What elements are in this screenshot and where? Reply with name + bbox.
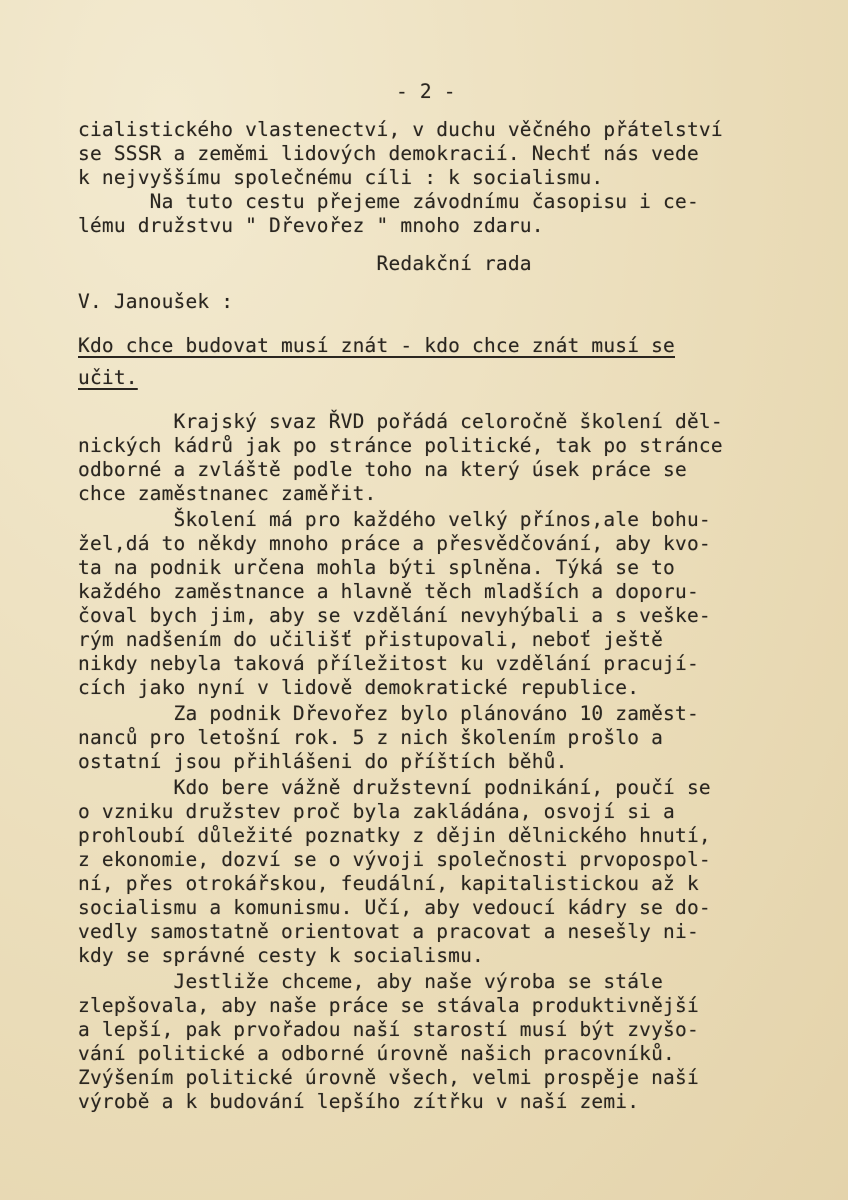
text-line: Školení má pro každého velký přínos,ale bohu- <box>78 508 711 531</box>
text-line: cích jako nyní v lidově demokratické republice. <box>78 676 640 699</box>
text-line: lému družstvu " Dřevořez " mnoho zdaru. <box>78 214 544 237</box>
text-line: Za podnik Dřevořez bylo plánováno 10 zaměst- <box>78 702 699 725</box>
text-line: výrobě a k budování lepšího zítřku v naší zemi. <box>78 1090 640 1113</box>
text-line: Jestliže chceme, aby naše výroba se stále <box>78 970 664 993</box>
author-name: V. Janoušek : <box>78 290 234 313</box>
text-line: vedly samostatně orientovat a pracovat a nesešly ni- <box>78 920 699 943</box>
text-line: chce zaměstnanec zaměřit. <box>78 482 377 505</box>
text-line: Krajský svaz ŘVD pořádá celoročně školení děl- <box>78 410 723 433</box>
text-line: zlepšovala, aby naše práce se stávala produktivnější <box>78 994 699 1017</box>
text-line: prohloubí důležité poznatky z dějin dělnického hnutí, <box>78 824 711 847</box>
text-line: Kdo bere vážně družstevní podnikání, poučí se <box>78 776 711 799</box>
text-line: nikdy nebyla taková příležitost ku vzdělání pracují- <box>78 652 699 675</box>
text-line: ní, přes otrokářskou, feudální, kapitalistickou až k <box>78 872 699 895</box>
text-line: ostatní jsou přihlášeni do příštích běhů. <box>78 750 568 773</box>
text-line: k nejvyššímu společnému cíli : k socialismu. <box>78 166 604 189</box>
text-line: čoval bych jim, aby se vzdělání nevyhýbali a s veške- <box>78 604 711 627</box>
text-line: a lepší, pak prvořadou naší starostí musí být zvyšo- <box>78 1018 699 1041</box>
article-title: Kdo chce budovat musí znát - kdo chce znát musí se <box>78 334 675 357</box>
text-line: ta na podnik určena mohla býti splněna. Týká se to <box>78 556 675 579</box>
page-number: - 2 - <box>396 80 456 103</box>
text-line: Na tuto cestu přejeme závodnímu časopisu i ce- <box>78 190 699 213</box>
text-line: socialismu a komunismu. Učí, aby vedoucí kádry se do- <box>78 896 711 919</box>
text-line: odborné a zvláště podle toho na který úsek práce se <box>78 458 687 481</box>
text-line: každého zaměstnance a hlavně těch mladších a doporu- <box>78 580 699 603</box>
text-line: nanců pro letošní rok. 5 z nich školením prošlo a <box>78 726 664 749</box>
text-line: cialistického vlastenectví, v duchu věčného přátelství <box>78 118 723 141</box>
text-line: se SSSR a zeměmi lidových demokracií. Nechť nás vede <box>78 142 699 165</box>
text-line: rým nadšením do učilišť přistupovali, neboť ještě <box>78 628 664 651</box>
text-line: o vzniku družstev proč byla zakládána, osvojí si a <box>78 800 675 823</box>
text-line: nických kádrů jak po stránce politické, tak po stránce <box>78 434 723 457</box>
text-line: kdy se správné cesty k socialismu. <box>78 944 484 967</box>
text-line: vání politické a odborné úrovně našich pracovníků. <box>78 1042 675 1065</box>
text-line: žel,dá to někdy mnoho práce a přesvědčování, aby kvo- <box>78 532 711 555</box>
signature-line: Redakční rada <box>78 252 532 275</box>
article-title-cont: učit. <box>78 366 138 389</box>
text-line: Zvýšením politické úrovně všech, velmi prospěje naší <box>78 1066 699 1089</box>
text-line: z ekonomie, dozví se o vývoji společnosti prvopospol- <box>78 848 711 871</box>
